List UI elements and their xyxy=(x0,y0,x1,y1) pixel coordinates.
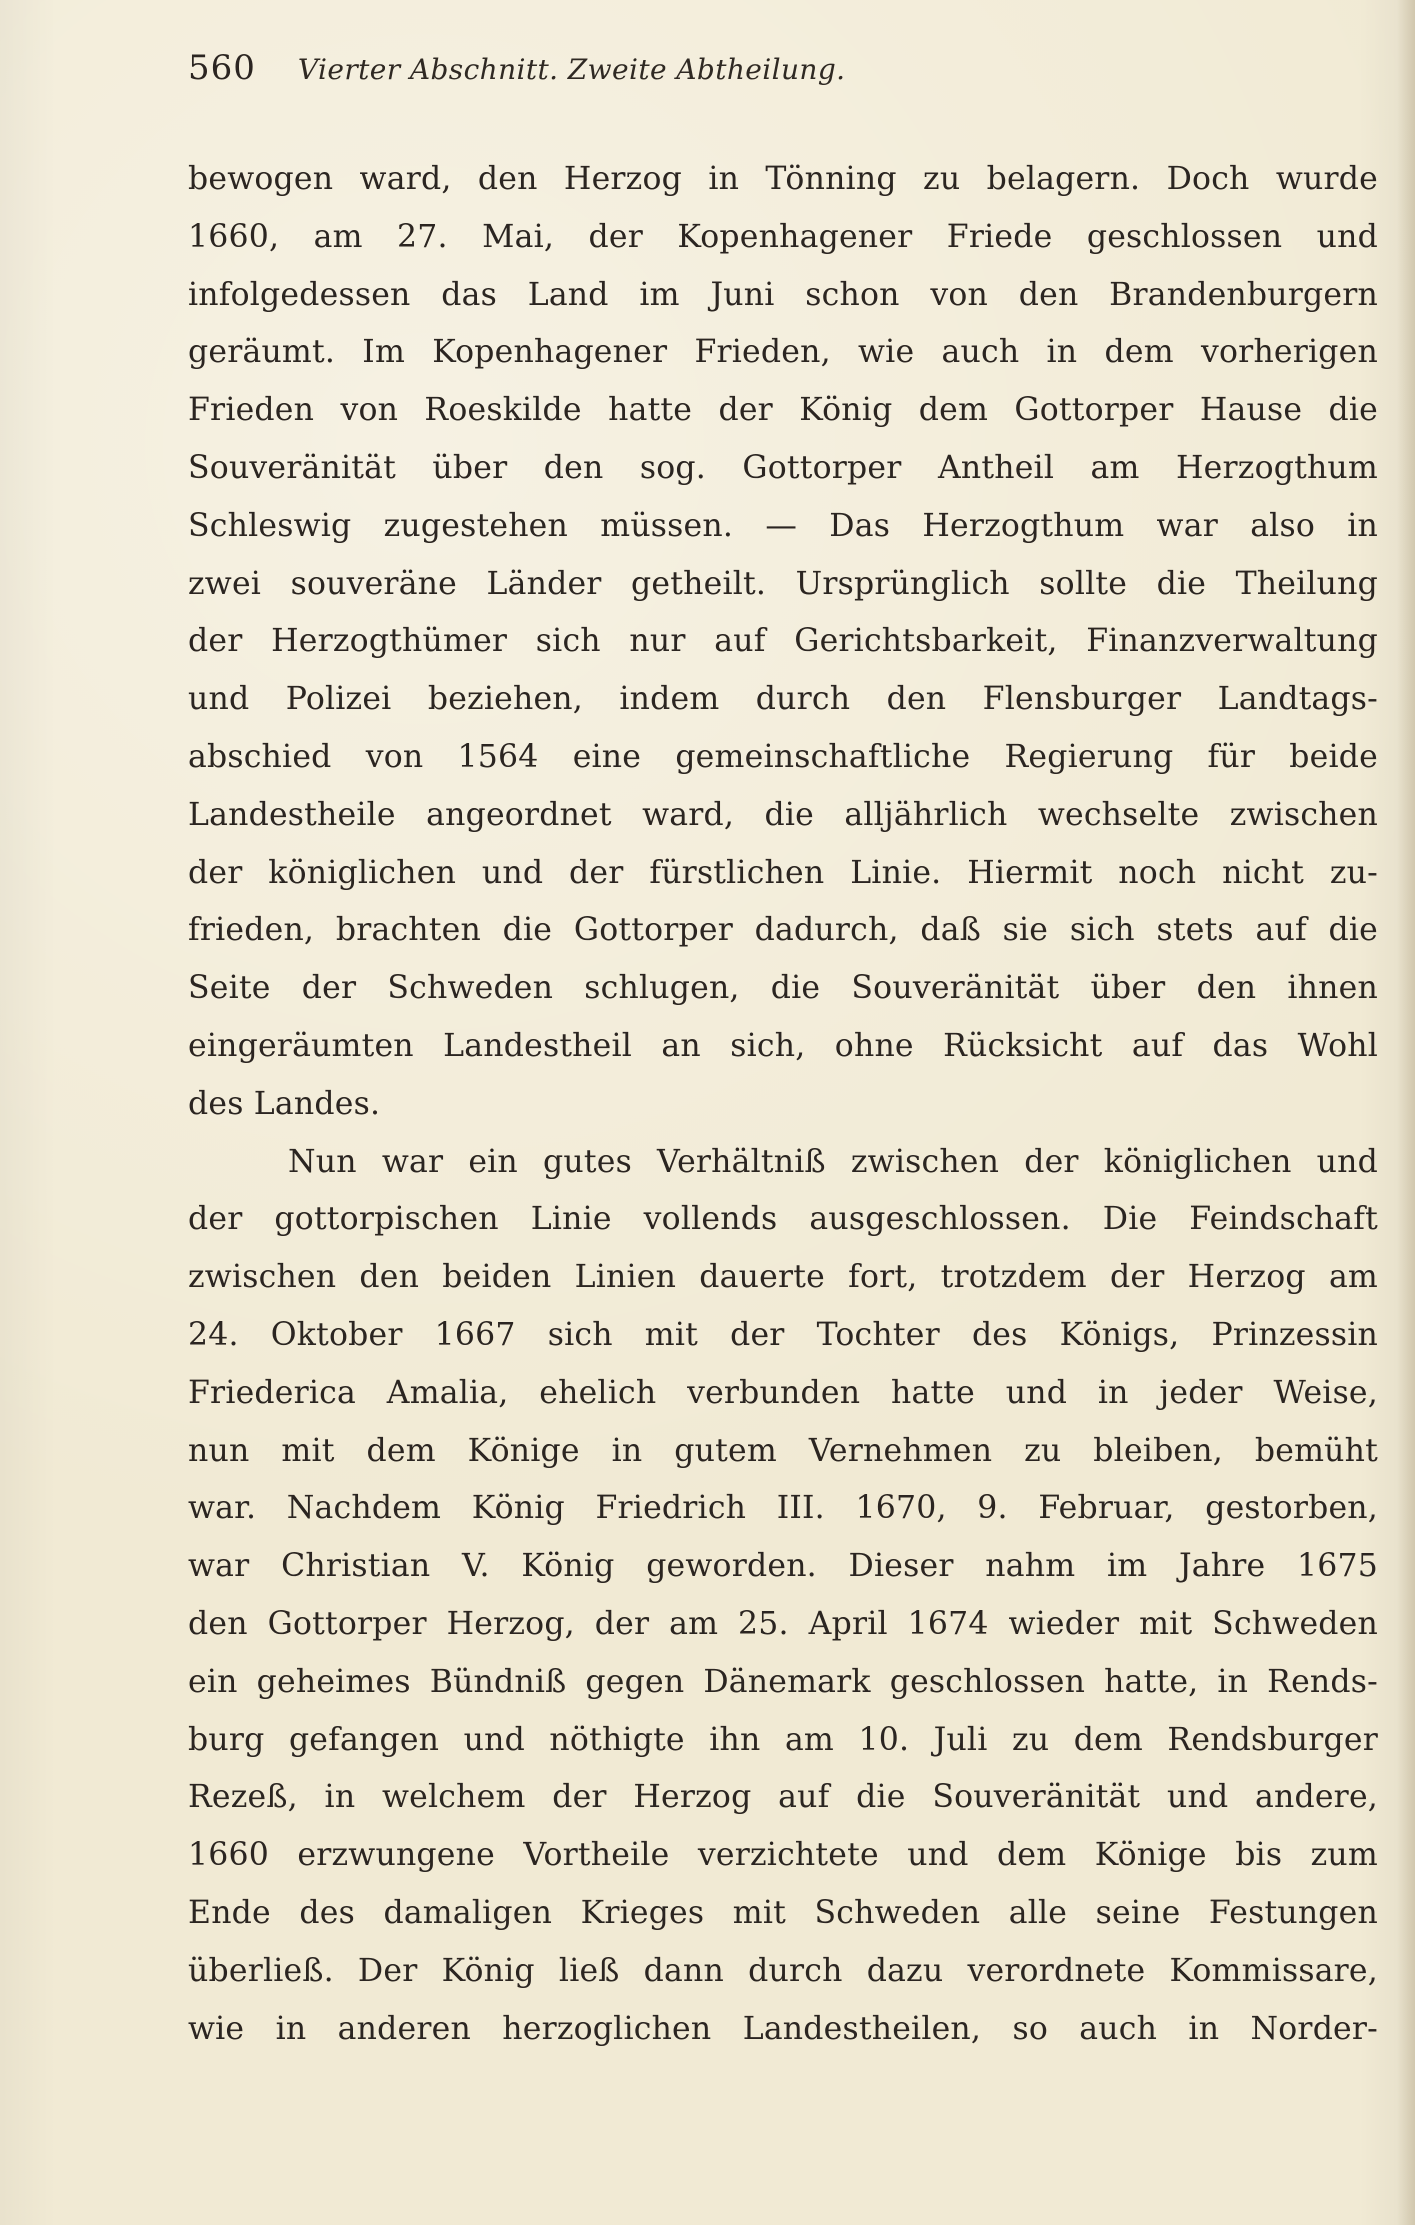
text-line: Frieden von Roeskilde hatte der König dem Gottorper Hause die xyxy=(188,392,1378,429)
text-line: den Gottorper Herzog, der am 25. April 1674 wieder mit Schweden xyxy=(188,1605,1378,1642)
text-line: 1660 erzwungene Vortheile verzichtete und dem Könige bis zum xyxy=(188,1837,1378,1874)
text-line: der gottorpischen Linie vollends ausgeschlossen. Die Feindschaft xyxy=(188,1201,1378,1238)
text-line: 1660, am 27. Mai, der Kopenhagener Friede geschlossen und xyxy=(188,218,1378,255)
text-line: 24. Oktober 1667 sich mit der Tochter des Königs, Prinzessin xyxy=(188,1316,1378,1353)
page-header xyxy=(188,48,1338,108)
body-text xyxy=(188,151,1378,2058)
text-line: der Herzogthümer sich nur auf Gerichtsbarkeit, Finanzverwaltung xyxy=(188,623,1378,660)
text-line: Friederica Amalia, ehelich verbunden hatte und in jeder Weise, xyxy=(188,1374,1378,1411)
text-line: war Christian V. König geworden. Dieser nahm im Jahre 1675 xyxy=(188,1548,1378,1585)
text-line: der königlichen und der fürstlichen Linie. Hiermit noch nicht zu- xyxy=(188,854,1378,891)
text-line: überließ. Der König ließ dann durch dazu verordnete Kommissare, xyxy=(188,1952,1378,1989)
text-line: Souveränität über den sog. Gottorper Antheil am Herzogthum xyxy=(188,449,1378,486)
text-line: geräumt. Im Kopenhagener Frieden, wie auch in dem vorherigen xyxy=(188,334,1378,371)
text-line: abschied von 1564 eine gemeinschaftliche Regierung für beide xyxy=(188,738,1378,775)
text-line: eingeräumten Landestheil an sich, ohne Rücksicht auf das Wohl xyxy=(188,1027,1378,1064)
text-line: Rezeß, in welchem der Herzog auf die Souveränität und andere, xyxy=(188,1779,1378,1816)
paragraph-first-line: Nun war ein gutes Verhältniß zwischen der königlichen und xyxy=(288,1143,1378,1180)
text-line: war. Nachdem König Friedrich III. 1670, 9. Februar, gestorben, xyxy=(188,1490,1378,1527)
running-head: Vierter Abschnitt. Zweite Abtheilung. xyxy=(297,53,846,86)
page-edge-shadow xyxy=(1397,0,1415,2225)
text-line: Ende des damaligen Krieges mit Schweden alle seine Festungen xyxy=(188,1894,1378,1931)
text-line: frieden, brachten die Gottorper dadurch, daß sie sich stets auf die xyxy=(188,912,1378,949)
text-line: wie in anderen herzoglichen Landestheilen, so auch in Norder- xyxy=(188,2010,1378,2047)
text-line: infolgedessen das Land im Juni schon von den Brandenburgern xyxy=(188,276,1378,313)
text-line: ein geheimes Bündniß gegen Dänemark geschlossen hatte, in Rends- xyxy=(188,1663,1378,1700)
text-line: Landestheile angeordnet ward, die alljährlich wechselte zwischen xyxy=(188,796,1378,833)
text-line: burg gefangen und nöthigte ihn am 10. Juli zu dem Rendsburger xyxy=(188,1721,1378,1758)
text-line: Schleswig zugestehen müssen. — Das Herzogthum war also in xyxy=(188,507,1378,544)
text-line: des Landes. xyxy=(188,1085,381,1122)
text-line: bewogen ward, den Herzog in Tönning zu belagern. Doch wurde xyxy=(188,161,1378,197)
text-line: zwei souveräne Länder getheilt. Ursprünglich sollte die Theilung xyxy=(188,565,1378,602)
text-line: zwischen den beiden Linien dauerte fort, trotzdem der Herzog am xyxy=(188,1259,1378,1296)
text-line: Seite der Schweden schlugen, die Souveränität über den ihnen xyxy=(188,970,1378,1007)
text-line: und Polizei beziehen, indem durch den Flensburger Landtags- xyxy=(188,681,1378,718)
page-number: 560 xyxy=(188,48,256,88)
text-line: nun mit dem Könige in gutem Vernehmen zu bleiben, bemüht xyxy=(188,1432,1378,1469)
